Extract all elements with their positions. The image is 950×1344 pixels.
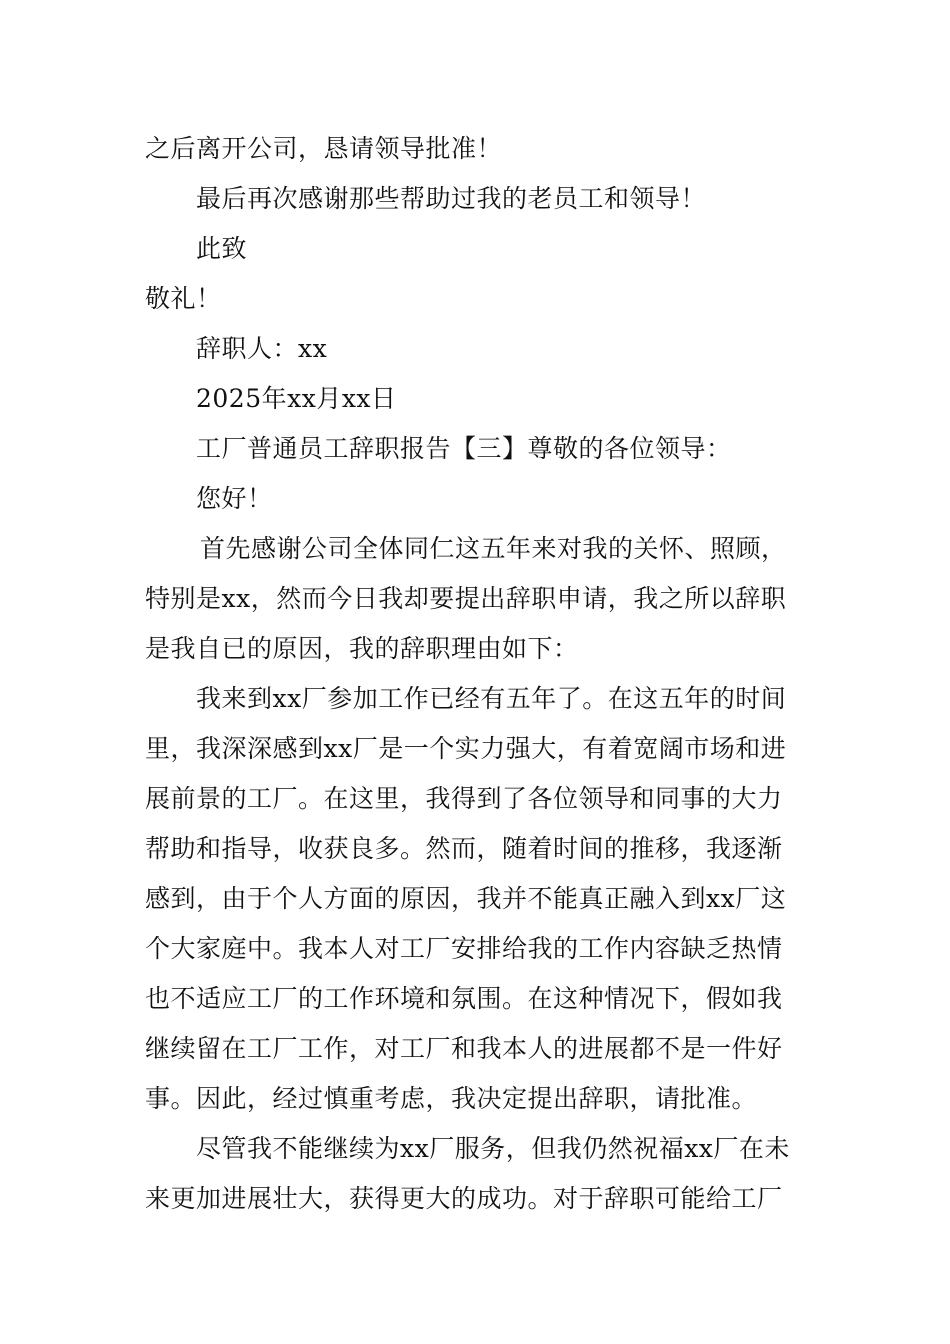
text-line: 您好！ <box>196 484 273 513</box>
text-line: 个大家庭中。我本人对工厂安排给我的工作内容缺乏热情 <box>145 934 783 963</box>
text-line: 敬礼！ <box>145 284 222 313</box>
text-line: 继续留在工厂工作，对工厂和我本人的进展都不是一件好 <box>145 1034 783 1063</box>
text-line: 是我自已的原因，我的辞职理由如下： <box>145 634 579 663</box>
text-line: 特别是xx，然而今日我却要提出辞职申请，我之所以辞职 <box>145 584 787 613</box>
text-line: 展前景的工厂。在这里，我得到了各位领导和同事的大力 <box>145 784 783 813</box>
text-line: 2025年xx月xx日 <box>196 384 397 413</box>
text-line: 辞职人：xx <box>196 334 328 363</box>
text-line: 来更加进展壮大，获得更大的成功。对于辞职可能给工厂 <box>145 1184 783 1213</box>
text-line: 事。因此，经过慎重考虑，我决定提出辞职，请批准。 <box>145 1084 758 1113</box>
text-line: 此致 <box>196 234 248 263</box>
text-line: 工厂普通员工辞职报告【三】尊敬的各位领导： <box>196 434 732 463</box>
text-line: 尽管我不能继续为xx厂服务，但我仍然祝福xx厂在未 <box>196 1134 790 1163</box>
text-line: 之后离开公司，恳请领导批准！ <box>145 134 503 163</box>
text-line: 里，我深深感到xx厂是一个实力强大，有着宽阔市场和进 <box>145 734 787 763</box>
text-line: 最后再次感谢那些帮助过我的老员工和领导！ <box>196 184 707 213</box>
text-line: 我来到xx厂参加工作已经有五年了。在这五年的时间 <box>196 684 787 713</box>
text-line: 帮助和指导，收获良多。然而，随着时间的推移，我逐渐 <box>145 834 783 863</box>
text-line: 感到，由于个人方面的原因，我并不能真正融入到xx厂这 <box>145 884 787 913</box>
text-line: 也不适应工厂的工作环境和氛围。在这种情况下，假如我 <box>145 984 783 1013</box>
text-line: 首先感谢公司全体同仁这五年来对我的关怀、照顾， <box>200 534 787 563</box>
